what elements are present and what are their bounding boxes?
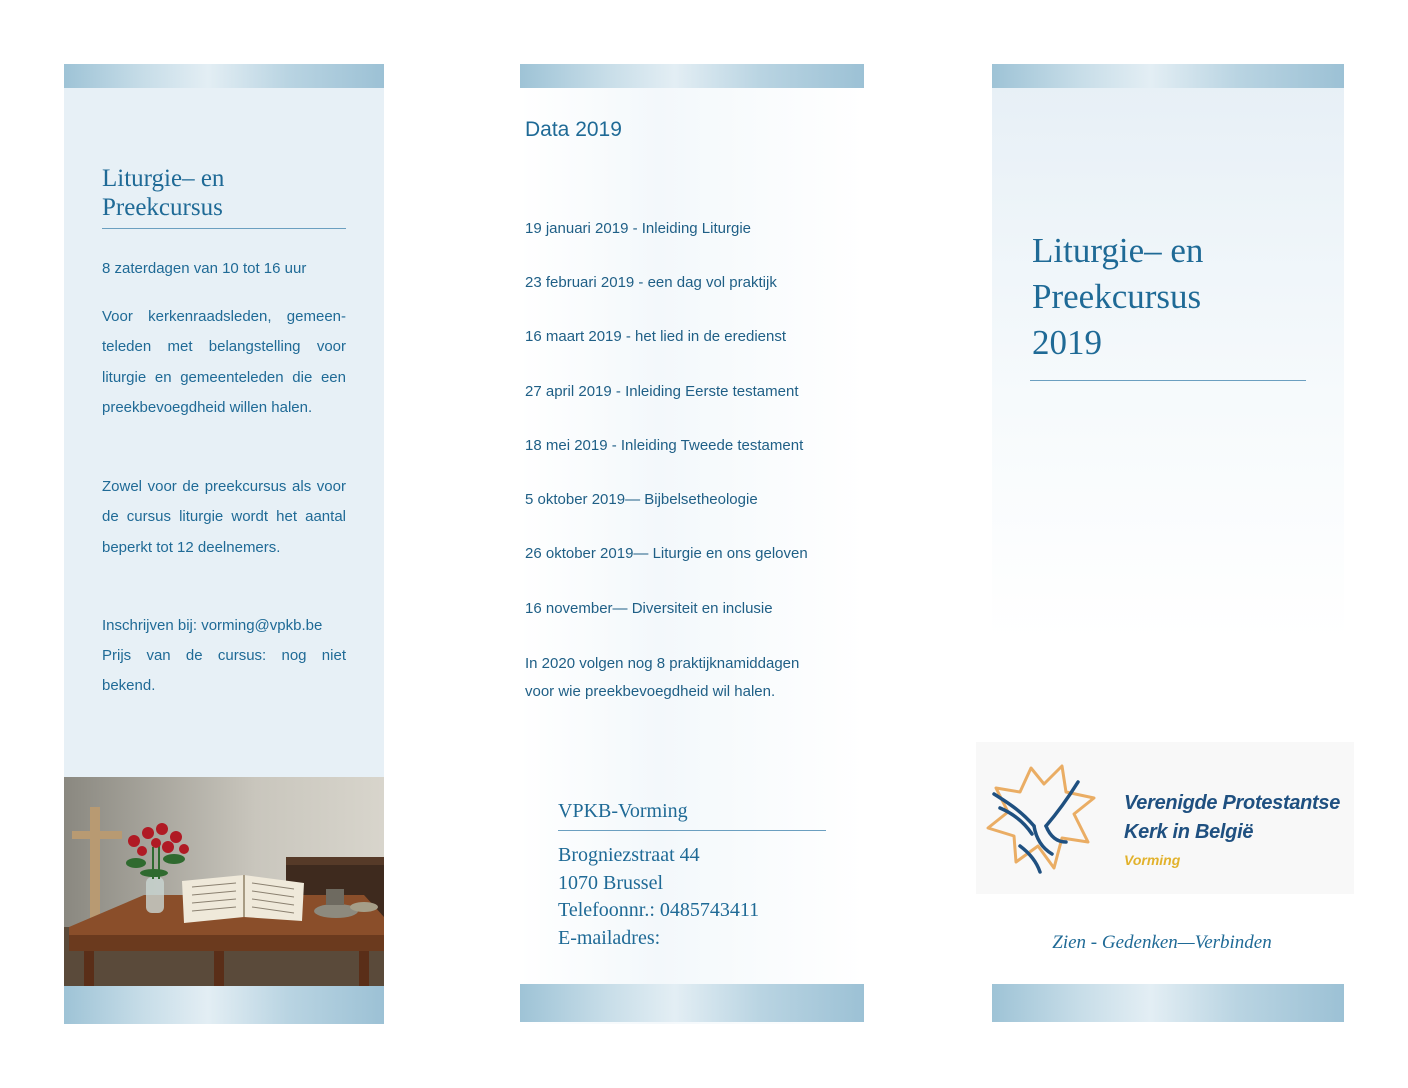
practice-note-line2: voor wie preekbevoegdheid wil halen.: [525, 682, 776, 700]
audience-text: Voor kerkenraadsleden, gemeen-teleden met belangstelling voor liturgie en gemeenteleden die een preekbevoegdheid willen halen.: [102, 308, 346, 416]
contact-phone: Telefoonnr.: 0485743411: [558, 899, 760, 922]
organization-name: VPKB-Vorming: [558, 800, 688, 822]
date-item: 26 oktober 2019— Liturgie en ons geloven: [525, 545, 808, 562]
cover-title-year: 2019: [1032, 323, 1102, 362]
dove-star-icon: [976, 742, 1116, 894]
price-text: Prijs van de cursus: nog niet bekend.: [102, 647, 346, 695]
course-title: [102, 164, 346, 222]
practice-note: [525, 650, 855, 705]
logo-line2: Kerk in België: [1124, 821, 1254, 843]
panel-left: [64, 64, 384, 1024]
cover-title-line2: Preekcursus: [1032, 277, 1202, 316]
contact-address: [558, 842, 759, 953]
limit-text: Zowel voor de preekcursus als voor de cursus liturgie wordt het aantal beperkt tot 12 deelnemers.: [102, 478, 346, 556]
title-divider: [102, 228, 346, 229]
date-item: 27 april 2019 - Inleiding Eerste testament: [525, 383, 799, 400]
logo-line1: Verenigde Protestantse: [1124, 792, 1341, 814]
panel-middle-header-bar: [520, 64, 864, 88]
address-city: 1070 Brussel: [558, 871, 663, 894]
panel-middle: [520, 64, 864, 1024]
date-item: 18 mei 2019 - Inleiding Tweede testament: [525, 437, 804, 454]
vpkb-logo: [976, 742, 1354, 894]
church-table-photo: [64, 777, 384, 986]
contact-email: E-mailadres:: [558, 927, 661, 950]
practice-note-line1: In 2020 volgen nog 8 praktijknamiddagen: [525, 655, 800, 672]
panel-left-header-bar: [64, 64, 384, 88]
address-street: Brogniezstraat 44: [558, 844, 700, 866]
course-title-line2: Preekcursus: [102, 194, 223, 221]
date-item: 16 maart 2019 - het lied in de eredienst: [525, 328, 786, 345]
logo-line3: Vorming: [1124, 852, 1181, 868]
date-item: 16 november— Diversiteit en inclusie: [525, 600, 773, 617]
panel-right-footer-bar: [992, 984, 1344, 1022]
course-title-line1: Liturgie– en: [102, 165, 225, 192]
signup-text: Inschrijven bij: vorming@vpkb.be: [102, 617, 323, 634]
tagline: Zien - Gedenken—Verbinden: [1052, 932, 1272, 953]
date-item: 19 januari 2019 - Inleiding Liturgie: [525, 220, 751, 237]
date-item: 5 oktober 2019— Bijbelsetheologie: [525, 491, 758, 508]
panel-middle-footer-bar: [520, 984, 864, 1022]
schedule-text: 8 zaterdagen van 10 tot 16 uur: [102, 260, 307, 277]
dates-heading: Data 2019: [525, 118, 622, 141]
cover-title-line1: Liturgie– en: [1032, 231, 1204, 270]
address-divider: [558, 830, 826, 831]
cover-divider: [1030, 380, 1306, 381]
date-item: 23 februari 2019 - een dag vol praktijk: [525, 274, 777, 291]
panel-right-header-bar: [992, 64, 1344, 88]
panel-left-footer-bar: [64, 986, 384, 1024]
cover-title: [1032, 228, 1322, 366]
